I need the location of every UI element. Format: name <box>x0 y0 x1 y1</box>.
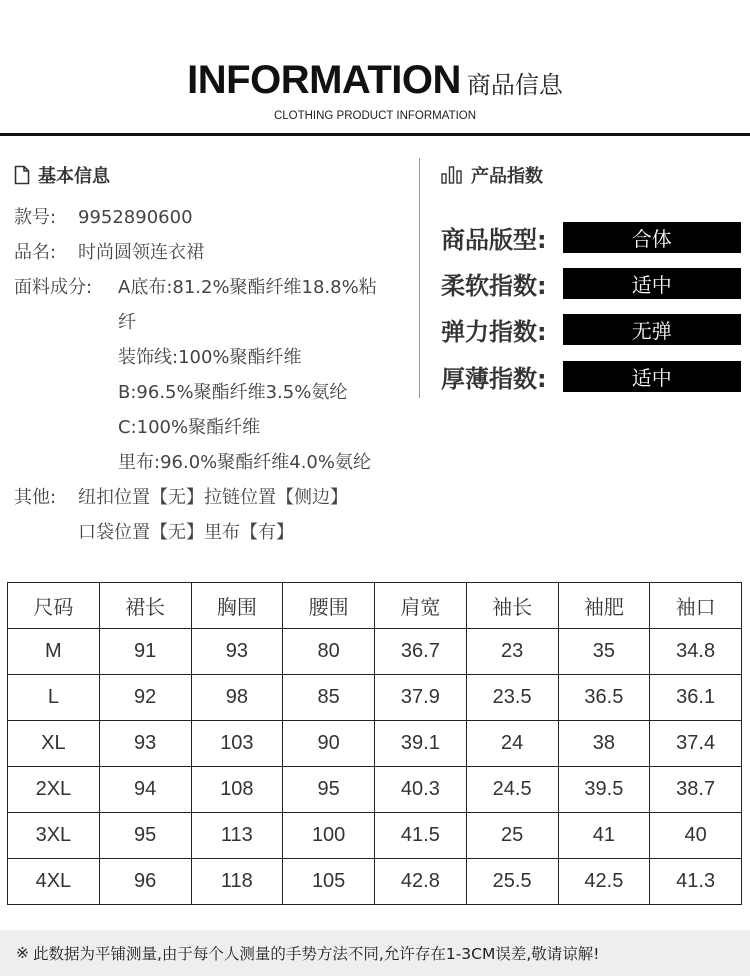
index-label: 柔软指数: <box>441 271 547 300</box>
index-label: 商品版型: <box>441 225 547 254</box>
table-cell: 2XL <box>8 767 100 813</box>
other-label: 其他: <box>14 487 57 508</box>
table-cell: 113 <box>191 813 283 859</box>
table-row <box>8 859 742 905</box>
subtitle: CLOTHING PRODUCT INFORMATION <box>273 110 477 122</box>
product-index-heading <box>441 160 741 190</box>
fabric-line: 里布:96.0%聚酯纤维4.0%氨纶 <box>118 452 371 473</box>
product-name-label: 品名: <box>14 242 57 263</box>
table-cell: 3XL <box>8 813 100 859</box>
table-cell: L <box>8 675 100 721</box>
table-cell: 80 <box>283 629 375 675</box>
table-cell: 118 <box>191 859 283 905</box>
title-chinese: 商品信息 <box>466 71 563 99</box>
table-cell: 36.1 <box>650 675 742 721</box>
fabric-value <box>118 270 414 480</box>
product-index-list <box>441 214 741 399</box>
index-value: 适中 <box>563 268 741 299</box>
table-cell: 105 <box>283 859 375 905</box>
table-cell: 42.5 <box>558 859 650 905</box>
table-cell: 38.7 <box>650 767 742 813</box>
title-english: INFORMATION <box>187 58 461 102</box>
bar-chart-icon <box>441 166 463 184</box>
table-cell: 91 <box>99 629 191 675</box>
table-cell: 23.5 <box>466 675 558 721</box>
table-cell: XL <box>8 721 100 767</box>
size-table <box>7 582 742 905</box>
table-cell: 100 <box>283 813 375 859</box>
table-cell: 36.5 <box>558 675 650 721</box>
table-cell: 34.8 <box>650 629 742 675</box>
page-header <box>0 0 750 140</box>
style-number-row <box>14 200 414 235</box>
table-cell: M <box>8 629 100 675</box>
measurement-note-text: 此数据为平铺测量,由于每个人测量的手势方法不同,允许存在1-3CM误差,敬请谅解! <box>33 945 600 963</box>
index-row-fit <box>441 214 741 260</box>
table-cell: 93 <box>99 721 191 767</box>
column-header: 裙长 <box>99 583 191 629</box>
index-row-thickness <box>441 353 741 399</box>
table-cell: 90 <box>283 721 375 767</box>
table-cell: 41.3 <box>650 859 742 905</box>
measurement-note <box>0 930 750 976</box>
table-cell: 36.7 <box>375 629 467 675</box>
index-value: 无弹 <box>563 314 741 345</box>
table-cell: 96 <box>99 859 191 905</box>
table-cell: 25.5 <box>466 859 558 905</box>
column-divider <box>419 158 420 398</box>
index-label: 弹力指数: <box>441 318 547 347</box>
fabric-line: C:100%聚酯纤维 <box>118 417 261 438</box>
basic-info-title: 基本信息 <box>38 166 110 187</box>
table-cell: 24.5 <box>466 767 558 813</box>
basic-info-list <box>14 200 414 550</box>
fabric-line: 装饰线:100%聚酯纤维 <box>118 347 302 368</box>
index-value: 合体 <box>563 222 741 253</box>
index-label: 厚薄指数: <box>441 364 547 393</box>
column-header: 肩宽 <box>375 583 467 629</box>
basic-info-section <box>14 160 414 550</box>
column-header: 袖长 <box>466 583 558 629</box>
product-name-row <box>14 235 414 270</box>
table-header-row <box>8 583 742 629</box>
fabric-line: B:96.5%聚酯纤维3.5%氨纶 <box>118 382 348 403</box>
table-cell: 98 <box>191 675 283 721</box>
product-index-section <box>441 160 741 399</box>
style-number-value: 9952890600 <box>78 207 193 228</box>
table-cell: 85 <box>283 675 375 721</box>
table-cell: 95 <box>283 767 375 813</box>
style-number-label: 款号: <box>14 207 57 228</box>
table-cell: 4XL <box>8 859 100 905</box>
table-cell: 95 <box>99 813 191 859</box>
table-cell: 39.1 <box>375 721 467 767</box>
reference-mark-icon: ※ <box>16 944 29 962</box>
other-line: 纽扣位置【无】拉链位置【侧边】 <box>78 487 348 508</box>
table-cell: 41.5 <box>375 813 467 859</box>
header-divider <box>0 133 750 136</box>
column-header: 尺码 <box>8 583 100 629</box>
table-cell: 38 <box>558 721 650 767</box>
other-value <box>78 480 414 550</box>
fabric-row <box>14 270 414 480</box>
table-cell: 92 <box>99 675 191 721</box>
table-cell: 94 <box>99 767 191 813</box>
column-header: 胸围 <box>191 583 283 629</box>
basic-info-heading <box>14 160 414 190</box>
index-row-elasticity <box>441 307 741 353</box>
table-cell: 35 <box>558 629 650 675</box>
index-value: 适中 <box>563 361 741 392</box>
document-icon <box>14 165 30 185</box>
table-cell: 41 <box>558 813 650 859</box>
column-header: 腰围 <box>283 583 375 629</box>
table-cell: 103 <box>191 721 283 767</box>
table-cell: 37.9 <box>375 675 467 721</box>
table-cell: 39.5 <box>558 767 650 813</box>
table-cell: 40 <box>650 813 742 859</box>
other-line: 口袋位置【无】里布【有】 <box>78 522 294 543</box>
table-cell: 108 <box>191 767 283 813</box>
table-cell: 23 <box>466 629 558 675</box>
column-header: 袖肥 <box>558 583 650 629</box>
table-row <box>8 675 742 721</box>
fabric-label: 面料成分: <box>14 277 93 298</box>
index-row-softness <box>441 260 741 306</box>
table-row <box>8 721 742 767</box>
table-cell: 25 <box>466 813 558 859</box>
table-cell: 24 <box>466 721 558 767</box>
product-index-title: 产品指数 <box>471 166 543 187</box>
table-cell: 93 <box>191 629 283 675</box>
other-row <box>14 480 414 550</box>
title-row <box>0 58 750 103</box>
table-row <box>8 813 742 859</box>
table-cell: 42.8 <box>375 859 467 905</box>
table-row <box>8 629 742 675</box>
fabric-line: 纤 <box>118 312 136 333</box>
table-row <box>8 767 742 813</box>
product-name-value: 时尚圆领连衣裙 <box>78 242 204 263</box>
fabric-line: A底布:81.2%聚酯纤维18.8%粘 <box>118 277 377 298</box>
table-cell: 37.4 <box>650 721 742 767</box>
table-cell: 40.3 <box>375 767 467 813</box>
column-header: 袖口 <box>650 583 742 629</box>
